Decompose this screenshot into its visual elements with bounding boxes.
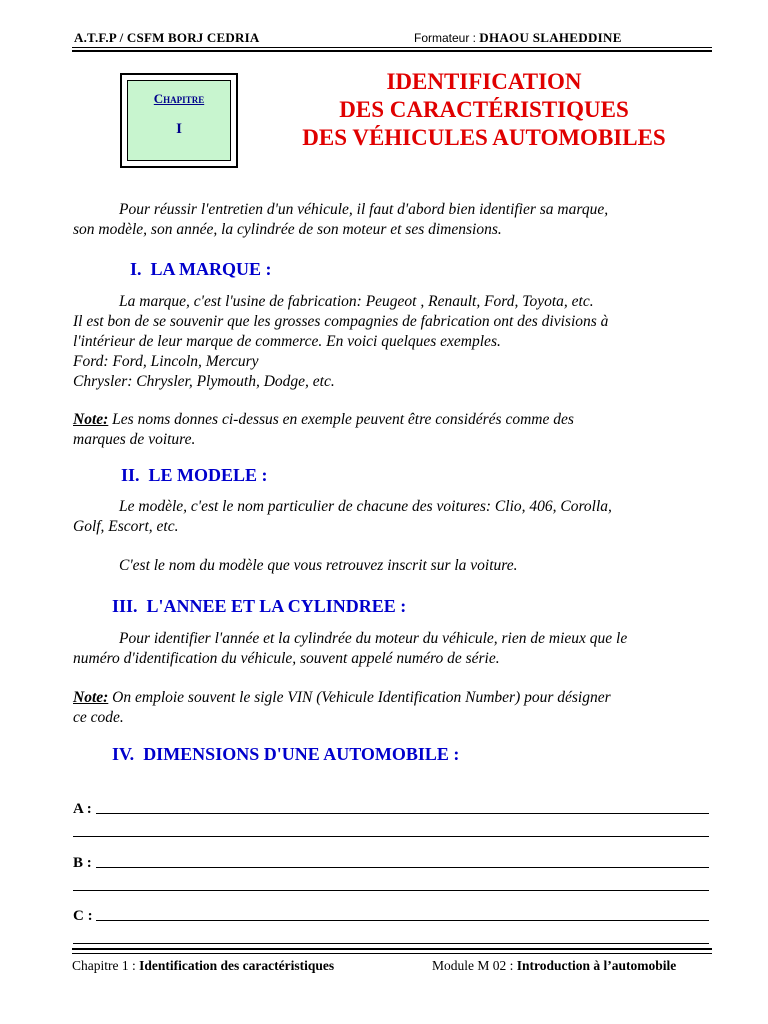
title-line-2: DES CARACTÉRISTIQUES: [339, 97, 629, 122]
marque-line-5: Chrysler: Chrysler, Plymouth, Dodge, etc.: [73, 373, 335, 390]
footer-module-value: Introduction à l’automobile: [516, 958, 677, 973]
annee-line-1: Pour identifier l'année et la cylindrée du moteur du véhicule, rien de mieux que le: [119, 630, 628, 647]
field-b-line[interactable]: [96, 867, 709, 868]
modele-paragraph-2: [73, 556, 713, 576]
blank-line[interactable]: [73, 890, 709, 891]
note-line-2: marques de voiture.: [73, 431, 196, 448]
header-rule: [72, 47, 712, 52]
note-line-2: ce code.: [73, 709, 124, 726]
chapter-box-inner: [127, 80, 231, 161]
annee-line-2: numéro d'identification du véhicule, souvent appelé numéro de série.: [73, 650, 500, 667]
blank-line[interactable]: [73, 943, 709, 944]
note-text: Les noms donnes ci-dessus en exemple peuvent être considérés comme des: [108, 411, 574, 428]
trainer-label: Formateur :: [414, 31, 477, 45]
field-a[interactable]: [73, 796, 709, 818]
section-heading-marque: [130, 259, 272, 280]
marque-line-3: l'intérieur de leur marque de commerce. En voici quelques exemples.: [73, 333, 501, 350]
section-title: L'ANNEE ET LA CYLINDREE :: [146, 596, 407, 616]
footer-module-label: Module M 02 :: [432, 958, 514, 973]
section-number: III.: [112, 596, 138, 616]
footer-chapter-label: Chapitre 1 :: [72, 958, 136, 973]
chapter-number: I: [176, 121, 182, 137]
field-b-label: B :: [73, 855, 92, 871]
footer-rule: [72, 948, 712, 954]
institution: A.T.F.P / CSFM BORJ CEDRIA: [74, 30, 260, 45]
field-c[interactable]: [73, 903, 709, 925]
note-text: On emploie souvent le sigle VIN (Vehicule Identification Number) pour désigner: [108, 689, 611, 706]
section-number: II.: [121, 465, 140, 485]
field-a-line[interactable]: [96, 813, 709, 814]
modele-line-3: C'est le nom du modèle que vous retrouvez inscrit sur la voiture.: [119, 557, 518, 574]
section-number: IV.: [112, 744, 135, 764]
field-c-label: C :: [73, 908, 93, 924]
annee-note: [73, 688, 713, 728]
modele-line-2: Golf, Escort, etc.: [73, 518, 179, 535]
note-label: Note:: [73, 411, 109, 428]
marque-line-1: La marque, c'est l'usine de fabrication: Peugeot , Renault, Ford, Toyota, etc.: [119, 293, 594, 310]
section-title: LE MODELE :: [148, 465, 268, 485]
section-title: LA MARQUE :: [150, 259, 272, 279]
marque-line-2: Il est bon de se souvenir que les grosses compagnies de fabrication ont des divisions à: [73, 313, 609, 330]
section-number: I.: [130, 259, 142, 279]
title-line-3: DES VÉHICULES AUTOMOBILES: [302, 125, 666, 150]
note-label: Note:: [73, 689, 109, 706]
field-a-label: A :: [73, 801, 92, 817]
field-b[interactable]: [73, 850, 709, 872]
trainer-name: DHAOU SLAHEDDINE: [479, 30, 622, 45]
intro-paragraph: [73, 200, 713, 240]
footer-chapter-value: Identification des caractéristiques: [139, 958, 335, 973]
blank-line[interactable]: [73, 836, 709, 837]
intro-line-2: son modèle, son année, la cylindrée de son moteur et ses dimensions.: [73, 221, 502, 238]
modele-paragraph: [73, 497, 713, 537]
section-heading-dimensions: [112, 744, 459, 765]
trainer: [414, 30, 622, 46]
section-title: DIMENSIONS D'UNE AUTOMOBILE :: [143, 744, 460, 764]
section-heading-annee: [112, 596, 406, 617]
footer-chapter: [72, 958, 334, 974]
page-title: [258, 68, 710, 152]
section-heading-modele: [121, 465, 268, 486]
marque-line-4: Ford: Ford, Lincoln, Mercury: [73, 353, 259, 370]
footer-module: [432, 958, 676, 974]
annee-paragraph: [73, 629, 713, 669]
marque-paragraph: [73, 292, 713, 392]
field-c-line[interactable]: [96, 920, 709, 921]
modele-line-1: Le modèle, c'est le nom particulier de chacune des voitures: Clio, 406, Corolla,: [119, 498, 612, 515]
chapter-label: Chapitre: [153, 91, 205, 106]
title-line-1: IDENTIFICATION: [386, 69, 582, 94]
intro-line-1: Pour réussir l'entretien d'un véhicule, il faut d'abord bien identifier sa marque,: [119, 201, 609, 218]
chapter-box: [120, 73, 238, 168]
marque-note: [73, 410, 713, 450]
